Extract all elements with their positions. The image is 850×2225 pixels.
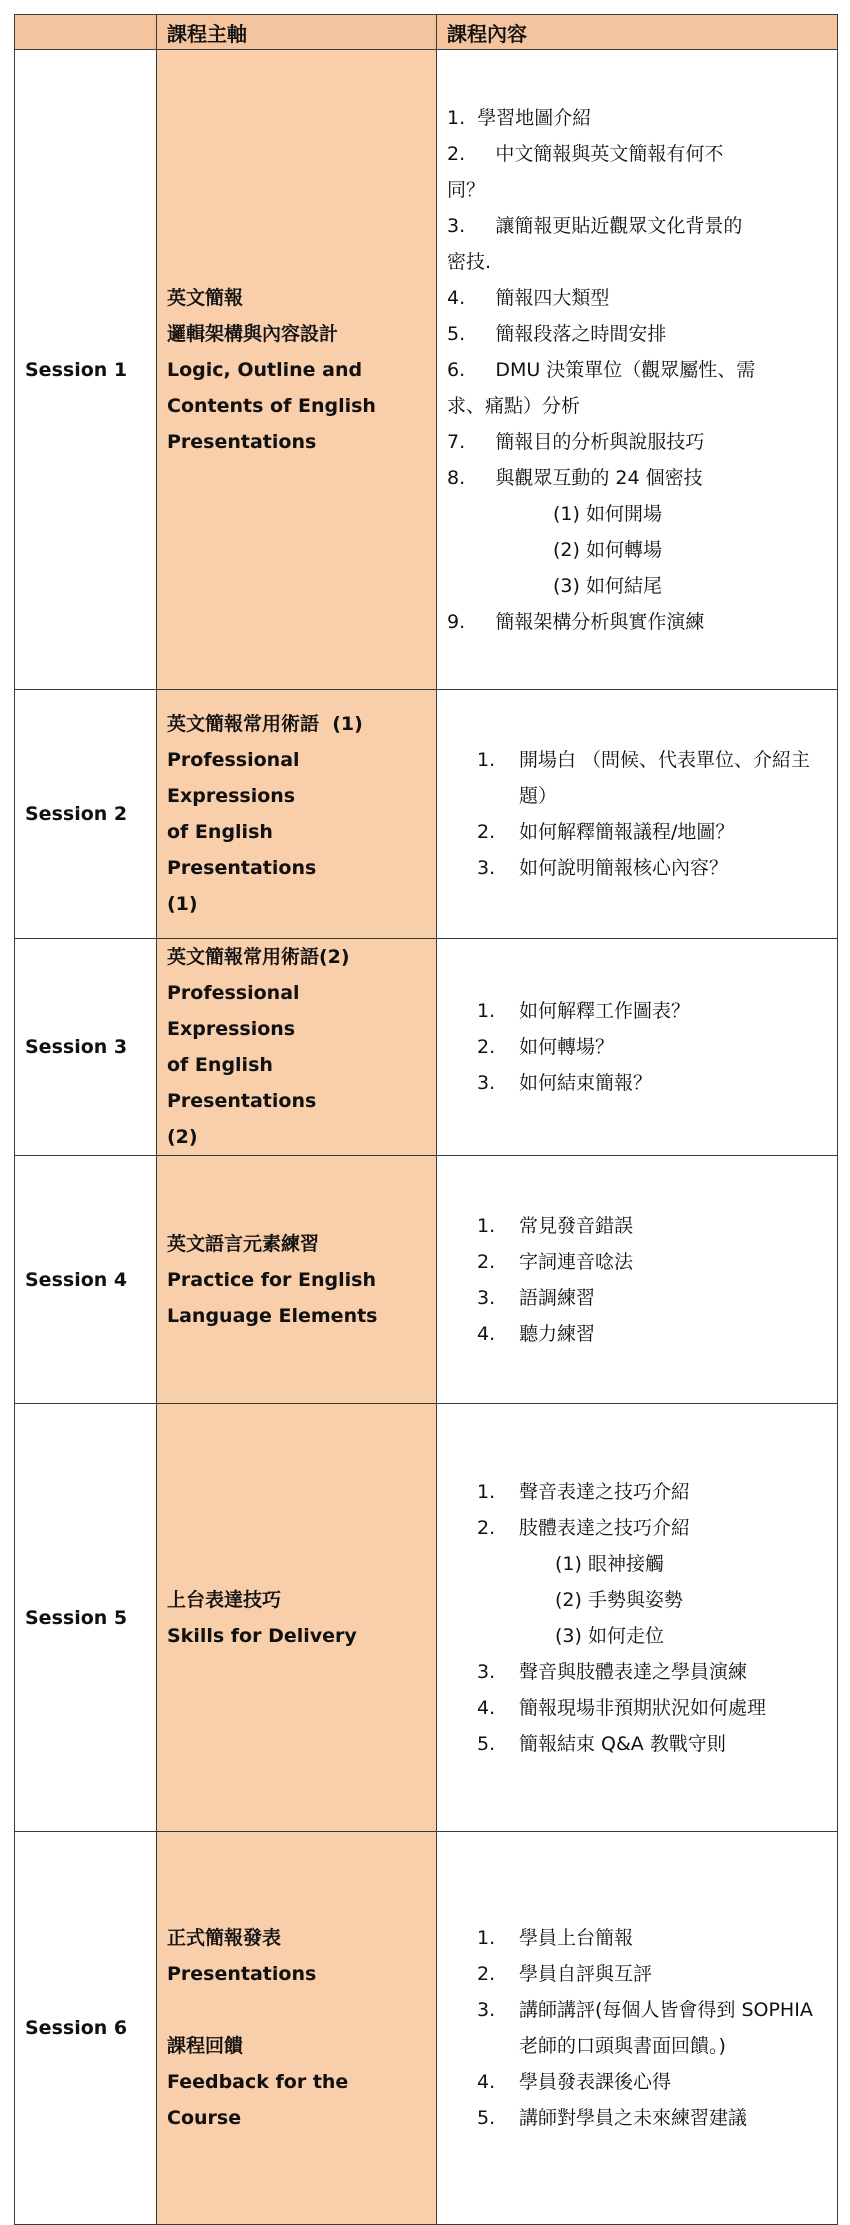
- content-line: 4. 簡報四大類型: [447, 286, 610, 309]
- topic-line: 上台表達技巧: [167, 1588, 282, 1611]
- list-item: [477, 1726, 829, 1762]
- topic-cell: [157, 1156, 437, 1404]
- content-line: 求、痛點）分析: [447, 394, 581, 417]
- item-text: 如何結束簡報？: [519, 1072, 653, 1094]
- session-row-3: [15, 939, 838, 1156]
- content-line: 密技.: [447, 250, 492, 273]
- item-number: 4.: [477, 1322, 496, 1345]
- item-number: 3.: [477, 1999, 496, 2021]
- topic-line: Professional Expressions: [167, 982, 300, 1040]
- session-label: Session 2: [15, 690, 157, 939]
- session-label: Session 6: [15, 1832, 157, 2225]
- item-number: 3.: [477, 1286, 496, 1309]
- list-item: [477, 1654, 829, 1690]
- item-text: 字詞連音唸法: [519, 1250, 634, 1273]
- content-line: 3. 讓簡報更貼近觀眾文化背景的: [447, 214, 743, 237]
- topic-line: 英文簡報常用術語 (1): [167, 713, 363, 735]
- item-text: 開場白 （問候、代表單位、介紹主題）: [519, 749, 811, 807]
- content-subitem: (3) 如何結尾: [553, 574, 662, 597]
- session-label: Session 4: [15, 1156, 157, 1404]
- topic-line: 英文語言元素練習: [167, 1232, 320, 1255]
- topic-line: Feedback for the Course: [167, 2071, 349, 2129]
- header-row: [15, 15, 838, 50]
- item-text: 學員自評與互評: [519, 1963, 653, 1985]
- list-item: [477, 1690, 829, 1726]
- item-number: 3.: [477, 1660, 496, 1683]
- list-item: [477, 1029, 829, 1065]
- item-number: 2.: [477, 1250, 496, 1273]
- item-text: 語調練習: [519, 1286, 596, 1309]
- item-number: 1.: [477, 1000, 496, 1022]
- content-list: [477, 1920, 829, 2136]
- list-item: [477, 1956, 829, 1992]
- topic-line: 邏輯架構與內容設計: [167, 322, 339, 345]
- item-text: 如何說明簡報核心內容？: [519, 857, 729, 879]
- course-table: [14, 14, 838, 2225]
- item-text: 如何解釋簡報議程/地圖？: [519, 821, 735, 843]
- item-number: 3.: [477, 857, 496, 879]
- item-text: 講師講評(每個人皆會得到 SOPHIA 老師的口頭與書面回饋。): [519, 1999, 813, 2057]
- content-line: 7. 簡報目的分析與說服技巧: [447, 430, 705, 453]
- list-item: [477, 814, 829, 850]
- topic-cell: [157, 690, 437, 939]
- item-number: 1.: [477, 749, 496, 771]
- content-cell: [437, 50, 838, 690]
- topic-line: (1): [167, 893, 198, 915]
- item-text: (3) 如何走位: [555, 1624, 664, 1647]
- topic-line: Language Elements: [167, 1304, 378, 1327]
- list-subitem: [477, 1546, 829, 1582]
- topic-line: Practice for English: [167, 1268, 377, 1291]
- topic-line: (2): [167, 1126, 198, 1148]
- list-item: [477, 1208, 829, 1244]
- content-list: [477, 742, 829, 886]
- content-cell: [437, 1156, 838, 1404]
- item-number: 4.: [477, 1696, 496, 1719]
- content-cell: [437, 939, 838, 1156]
- item-number: 3.: [477, 1072, 496, 1094]
- list-item: [477, 1244, 829, 1280]
- session-row-6: [15, 1832, 838, 2225]
- header-topic-cell: 課程主軸: [157, 15, 437, 50]
- topic-cell: [157, 50, 437, 690]
- item-text: (1) 眼神接觸: [555, 1552, 664, 1575]
- list-subitem: [477, 1582, 829, 1618]
- content-list: [477, 1208, 829, 1352]
- item-text: 聲音與肢體表達之學員演練: [519, 1660, 748, 1683]
- topic-line: of English Presentations: [167, 1054, 317, 1112]
- list-item: [477, 2064, 829, 2100]
- item-number: 5.: [477, 2107, 496, 2129]
- session-row-5: [15, 1404, 838, 1832]
- topic-line: 英文簡報常用術語(2): [167, 946, 350, 968]
- item-number: 2.: [477, 1516, 496, 1539]
- content-line: 5. 簡報段落之時間安排: [447, 322, 667, 345]
- item-text: 學員上台簡報: [519, 1927, 634, 1949]
- list-item: [477, 1992, 829, 2064]
- topic-line: of English Presentations: [167, 821, 317, 879]
- item-text: 如何解釋工作圖表？: [519, 1000, 691, 1022]
- list-subitem: [477, 1618, 829, 1654]
- item-number: 4.: [477, 2071, 496, 2093]
- topic-line: Contents of English: [167, 394, 376, 417]
- content-cell: [437, 1404, 838, 1832]
- item-text: 聽力練習: [519, 1322, 596, 1345]
- topic-line: Professional Expressions: [167, 749, 300, 807]
- session-row-4: [15, 1156, 838, 1404]
- topic-line: Logic, Outline and: [167, 358, 363, 381]
- content-line: 2. 中文簡報與英文簡報有何不: [447, 142, 724, 165]
- content-line: 9. 簡報架構分析與實作演練: [447, 610, 705, 633]
- content-line: 1. 學習地圖介紹: [447, 106, 592, 129]
- item-text: 簡報結束 Q&A 教戰守則: [519, 1732, 726, 1755]
- item-text: 聲音表達之技巧介紹: [519, 1480, 691, 1503]
- item-number: 2.: [477, 821, 496, 843]
- item-text: 講師對學員之未來練習建議: [519, 2107, 748, 2129]
- topic-line: Skills for Delivery: [167, 1624, 357, 1647]
- content-line: 8. 與觀眾互動的 24 個密技: [447, 466, 703, 489]
- list-item: [477, 1280, 829, 1316]
- topic-spacer: [167, 1992, 426, 2028]
- content-list: [477, 993, 829, 1101]
- content-list: [477, 1474, 829, 1762]
- item-text: (2) 手勢與姿勢: [555, 1588, 683, 1611]
- topic-line: 課程回饋: [167, 2035, 244, 2057]
- item-text: 學員發表課後心得: [519, 2071, 672, 2093]
- session-label: Session 3: [15, 939, 157, 1156]
- topic-line: 正式簡報發表: [167, 1927, 282, 1949]
- topic-line: Presentations: [167, 430, 317, 453]
- list-item: [477, 1510, 829, 1546]
- item-number: 1.: [477, 1214, 496, 1237]
- session-row-2: [15, 690, 838, 939]
- content-line: 同？: [447, 178, 486, 201]
- header-session-cell: [15, 15, 157, 50]
- item-number: 5.: [477, 1732, 496, 1755]
- item-number: 1.: [477, 1927, 496, 1949]
- list-item: [477, 850, 829, 886]
- header-content-cell: 課程內容: [437, 15, 838, 50]
- list-item: [477, 1065, 829, 1101]
- session-label: Session 1: [15, 50, 157, 690]
- item-text: 簡報現場非預期狀況如何處理: [519, 1696, 767, 1719]
- item-number: 2.: [477, 1963, 496, 1985]
- list-item: [477, 993, 829, 1029]
- list-item: [477, 1316, 829, 1352]
- topic-cell: [157, 1404, 437, 1832]
- topic-cell: [157, 1832, 437, 2225]
- list-item: [477, 1920, 829, 1956]
- content-cell: [437, 690, 838, 939]
- content-cell: [437, 1832, 838, 2225]
- topic-line: Presentations: [167, 1963, 317, 1985]
- item-text: 肢體表達之技巧介紹: [519, 1516, 691, 1539]
- topic-line: 英文簡報: [167, 286, 244, 309]
- item-number: 1.: [477, 1480, 496, 1503]
- content-line: 6. DMU 決策單位（觀眾屬性、需: [447, 358, 756, 381]
- item-text: 如何轉場？: [519, 1036, 615, 1058]
- list-item: [477, 2100, 829, 2136]
- session-row-1: [15, 50, 838, 690]
- item-number: 2.: [477, 1036, 496, 1058]
- item-text: 常見發音錯誤: [519, 1214, 634, 1237]
- list-item: [477, 742, 829, 814]
- topic-cell: [157, 939, 437, 1156]
- session-label: Session 5: [15, 1404, 157, 1832]
- content-subitem: (1) 如何開場: [553, 502, 662, 525]
- content-subitem: (2) 如何轉場: [553, 538, 662, 561]
- list-item: [477, 1474, 829, 1510]
